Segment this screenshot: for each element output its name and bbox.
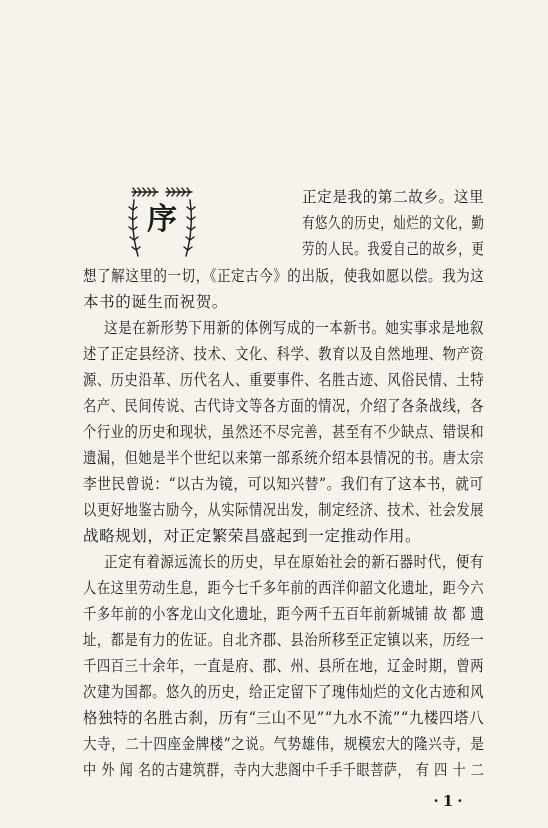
text-line-23: 中 外 闻 名的古建筑群，寺内大悲阁中千手千眼菩萨， 有 四 十 二 bbox=[83, 761, 485, 779]
text-line-8: 源、历史沿革、历代名人、重要事件、名胜古迹、风俗民情、土特 bbox=[83, 371, 485, 389]
text-line-3: 劳的人民。我爱自己的故乡，更 bbox=[302, 240, 485, 258]
text-line-2: 有悠久的历史，灿烂的文化，勤 bbox=[302, 214, 485, 232]
text-line-9: 名产、民间传说、古代诗文等各方面的情况，介绍了各条战线，各 bbox=[83, 397, 485, 415]
text-line-11: 遗漏，但她是半个世纪以来第一部系统介绍本县情况的书。唐太宗 bbox=[83, 449, 485, 467]
text-line-22: 大寺，二十四座金牌楼”之说。气势雄伟，规模宏大的隆兴寺，是 bbox=[83, 735, 485, 753]
text-line-14: 战略规划，对正定繁荣昌盛起到一定推动作用。 bbox=[83, 527, 422, 545]
text-line-12: 李世民曾说：“以古为镜，可以知兴替”。我们有了这本书，就可 bbox=[83, 475, 484, 493]
text-line-17: 千多年前的小客龙山文化遗址，距今两千五百年前新城铺 故 都 遗 bbox=[83, 605, 485, 623]
text-line-4: 想了解这里的一切，《正定古今》的出版，使我如愿以偿。我为这 bbox=[83, 267, 485, 285]
text-line-20: 次建为国都。悠久的历史，给正定留下了瑰伟灿烂的文化古迹和风 bbox=[83, 683, 485, 701]
page-number: ·1· bbox=[433, 792, 467, 810]
title-ornament-box bbox=[128, 180, 196, 262]
text-line-19: 千四百三十余年，一直是府、郡、州、县所在地，辽金时期，曾两 bbox=[83, 657, 485, 675]
text-line-21: 格独特的名胜古刹，历有“三山不见”“九水不流”“九楼四塔八 bbox=[83, 709, 485, 727]
text-line-5: 本书的诞生而祝贺。 bbox=[83, 293, 228, 311]
text-line-15: 正定有着源远流长的历史，早在原始社会的新石器时代，便有 bbox=[104, 553, 484, 571]
text-line-18: 址，都是有力的佐证。自北齐郡、县治所移至正定镇以来，历经一 bbox=[83, 631, 485, 649]
text-line-13: 以更好地鉴古励今，从实际情况出发，制定经济、技术、社会发展 bbox=[83, 501, 485, 519]
page-title: 序 bbox=[147, 202, 177, 237]
text-line-10: 个行业的历史和现状，虽然还不尽完善，甚至有不少缺点、错误和 bbox=[83, 423, 485, 441]
text-line-6: 这是在新形势下用新的体例写成的一本新书。她实事求是地叙 bbox=[104, 319, 484, 337]
text-line-16: 人在这里劳动生息，距今七千多年前的西洋仰韶文化遗址，距今六 bbox=[83, 579, 485, 597]
text-line-7: 述了正定县经济、技术、文化、科学、教育以及自然地理、物产资 bbox=[83, 345, 485, 363]
text-line-1: 正定是我的第二故乡。这里 bbox=[302, 188, 485, 206]
